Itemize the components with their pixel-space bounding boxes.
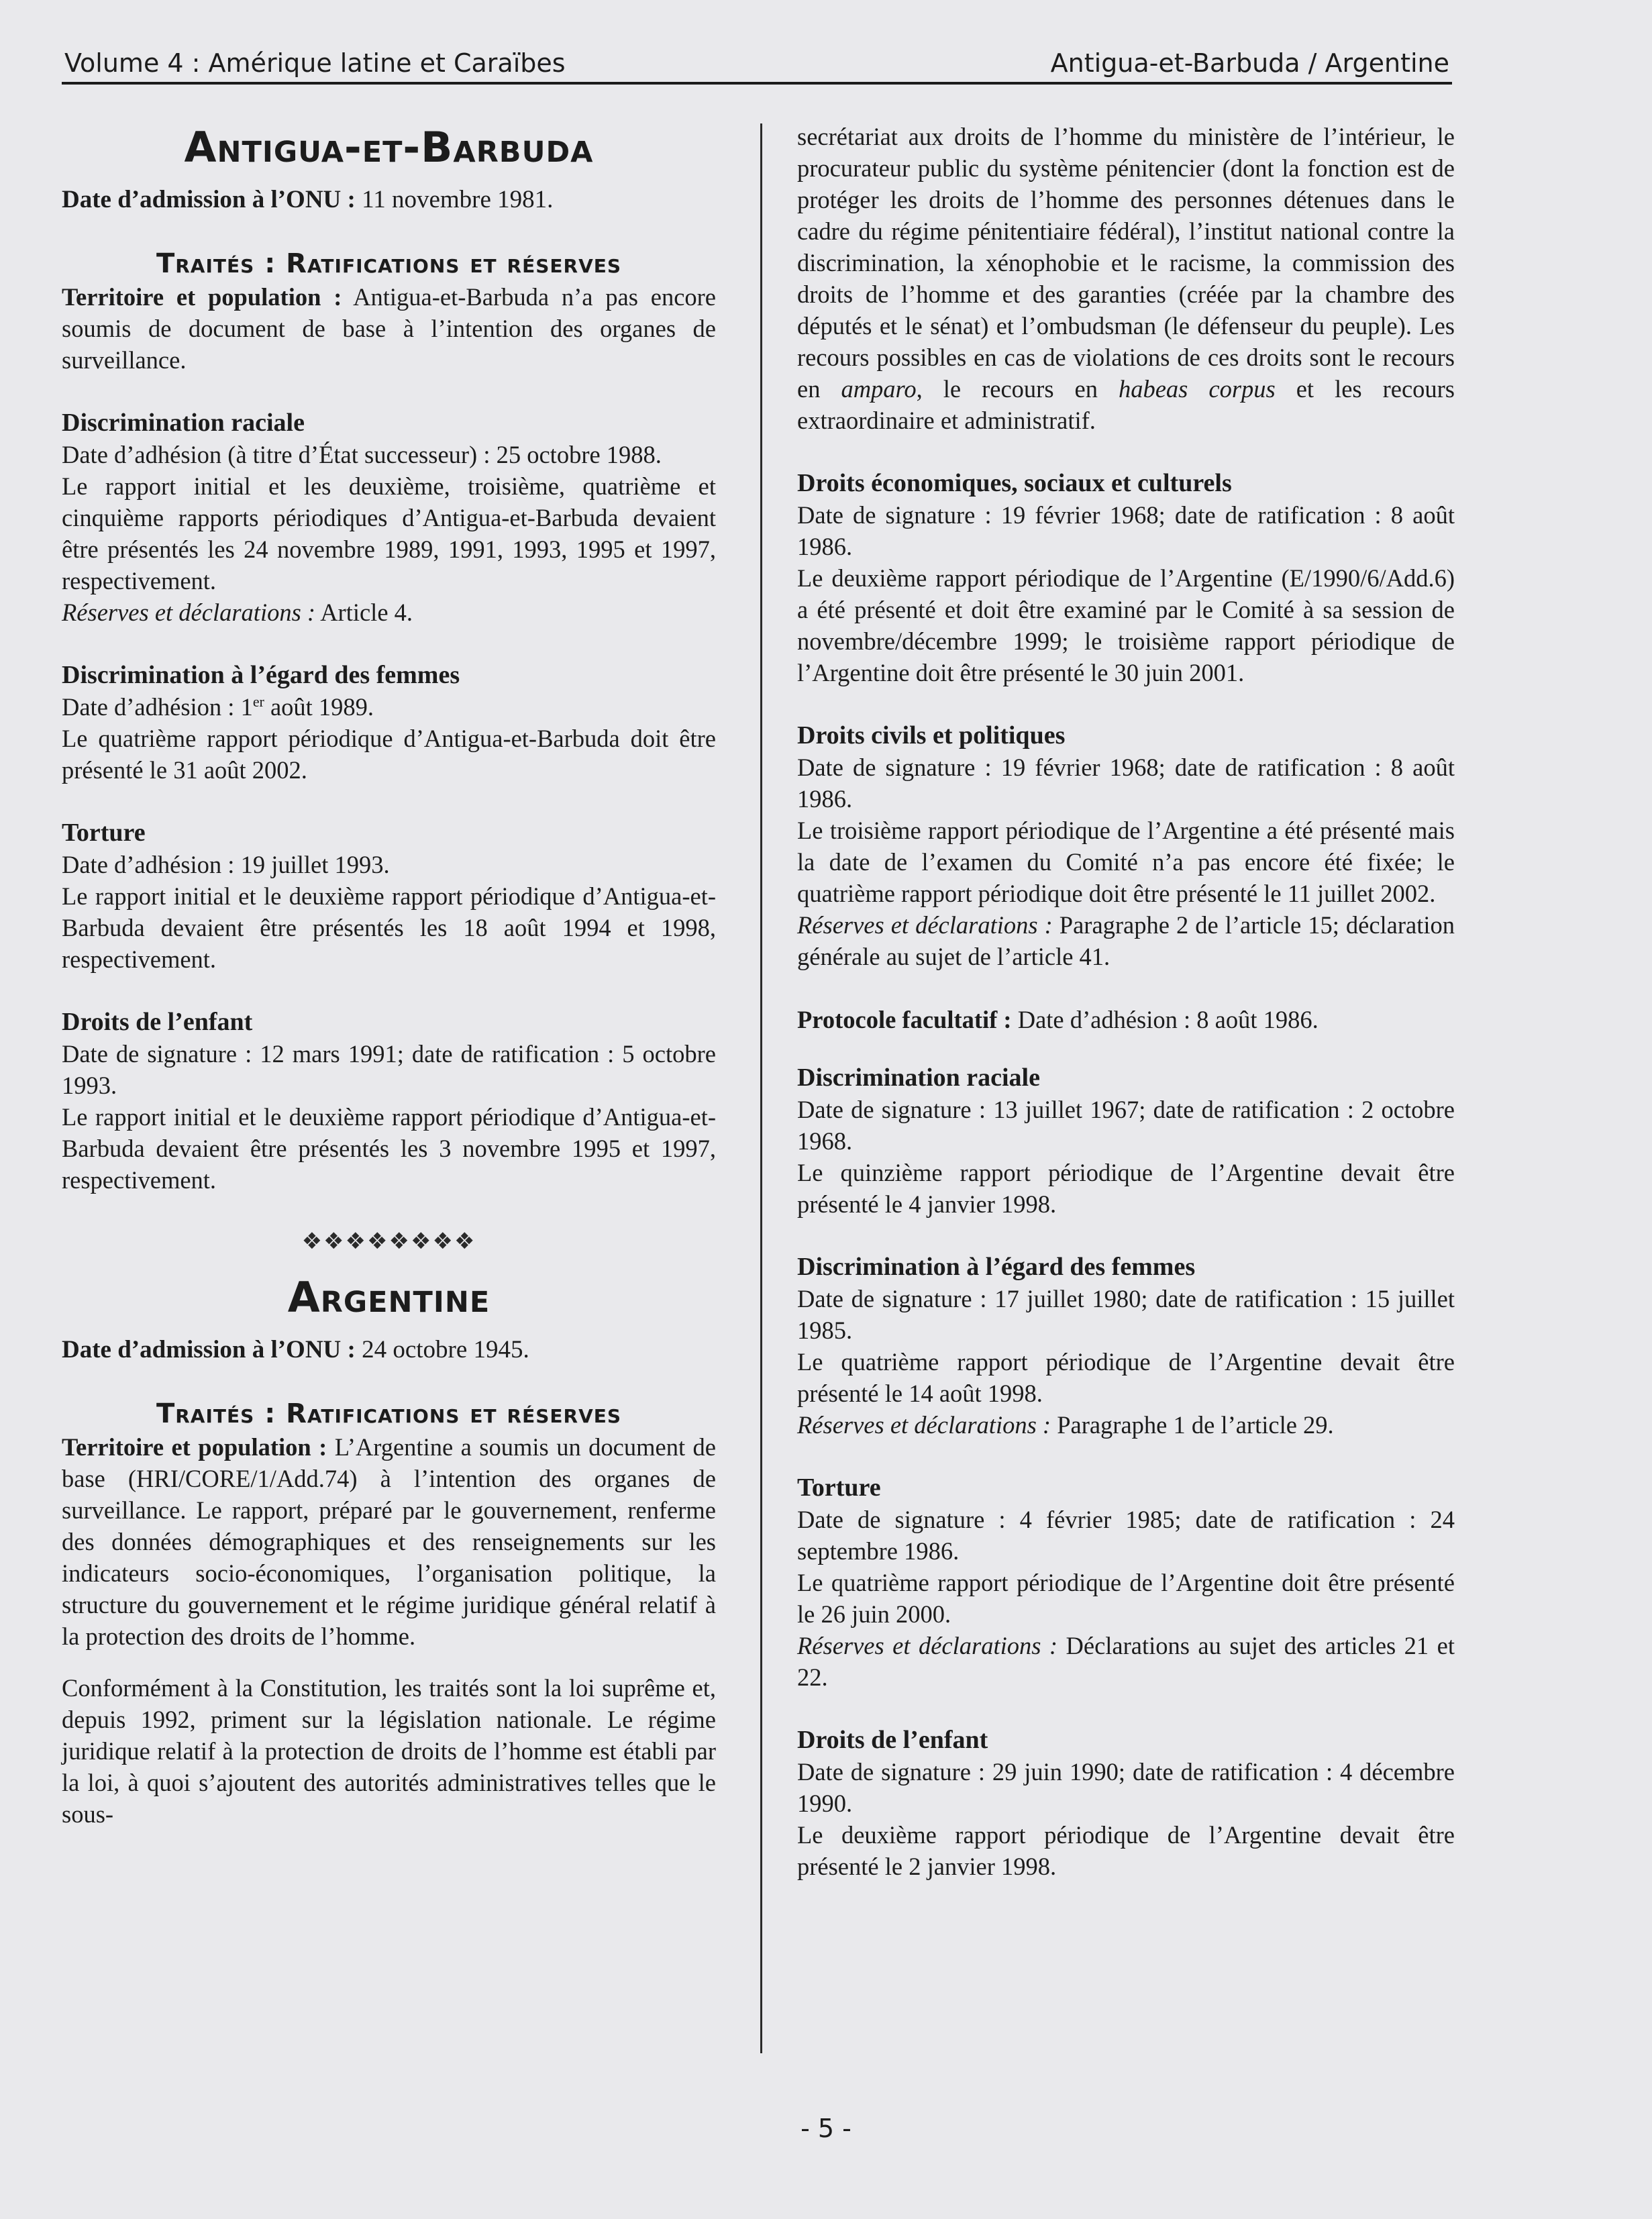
reservations-label: Réserves et déclarations :: [797, 1411, 1051, 1439]
section-title: Discrimination à l’égard des femmes: [62, 661, 460, 689]
section-line: Date de signature : 19 février 1968; date de ratification : 8 août 1986.: [797, 501, 1455, 560]
habeas-corpus-term: habeas corpus: [1118, 375, 1276, 403]
section-line: Le troisième rapport périodique de l’Argentine a été présenté mais la date de l’examen du Comité n’a pas encore été fixée; le quatrième rapport périodique doit être présenté le 11 juillet 2002.: [797, 817, 1455, 907]
women-section-antigua: [62, 660, 716, 786]
economic-section-argentina: [797, 468, 1455, 688]
reservations-label: Réserves et déclarations :: [797, 911, 1053, 939]
territory-section-argentina: [62, 1431, 716, 1652]
territory-section-antigua: [62, 281, 716, 376]
section-title: Droits économiques, sociaux et culturels: [797, 469, 1232, 497]
civil-section-argentina: [797, 720, 1455, 972]
reservations-line: [797, 909, 1455, 972]
racial-section-argentina: [797, 1062, 1455, 1220]
left-column: [62, 121, 716, 1830]
reservations-line: [797, 1409, 1455, 1441]
date-superscript: er: [252, 692, 264, 710]
reservations-line: [62, 597, 716, 628]
constitution-text-part: , le recours en: [916, 375, 1119, 403]
page-number: - 5 -: [801, 2114, 851, 2143]
protocol-text: Date d’adhésion : 8 août 1986.: [1011, 1006, 1319, 1033]
constitution-text-part: secrétariat aux droits de l’homme du ministère de l’intérieur, le procurateur public du système pénitencier (dont la fonction est de protéger les droits de l’homme des personnes détenues dans le cadre du régime pénitentiaire fédéral), l’institut national contre la discrimination, la xénophobie et le racisme, la commission des droits de l’homme et des garanties (créée par la chambre des députés et le sénat) et l’ombudsman (le défenseur du peuple). Les recours possibles en cas de violations de ces droits sont le recours en: [797, 123, 1455, 403]
women-section-argentina: [797, 1251, 1455, 1441]
section-line: Date d’adhésion : 19 juillet 1993.: [62, 851, 390, 878]
column-divider: [760, 123, 762, 2053]
racial-section-antigua: [62, 407, 716, 628]
protocol-label: Protocole facultatif :: [797, 1006, 1012, 1033]
torture-section-antigua: [62, 817, 716, 975]
right-column: [797, 121, 1455, 1914]
section-line: Le quatrième rapport périodique de l’Argentine doit être présenté le 26 juin 2000.: [797, 1569, 1455, 1628]
header-volume-title: Volume 4 : Amérique latine et Caraïbes: [64, 48, 566, 78]
constitution-paragraph-start: [62, 1672, 716, 1830]
torture-section-argentina: [797, 1472, 1455, 1693]
reservations-label: Réserves et déclarations :: [797, 1632, 1058, 1659]
section-line: Date de signature : 4 février 1985; date de ratification : 24 septembre 1986.: [797, 1506, 1455, 1565]
section-line: Date d’adhésion (à titre d’État successeur) : 25 octobre 1988.: [62, 441, 662, 468]
constitution-text-part: et les recours extraordinaire et administratif.: [797, 375, 1455, 434]
constitution-text-continued: [797, 121, 1455, 436]
section-line: Date de signature : 19 février 1968; date de ratification : 8 août 1986.: [797, 754, 1455, 813]
section-title: Droits de l’enfant: [62, 1008, 253, 1036]
date-prefix: Date d’adhésion : 1: [62, 693, 253, 721]
child-section-antigua: [62, 1007, 716, 1196]
territory-label: Territoire et population :: [62, 283, 342, 311]
section-line: Le deuxième rapport périodique de l’Argentine (E/1990/6/Add.6) a été présenté et doit être examiné par le Comité à sa session de novembre/décembre 1999; le troisième rapport périodique de l’Argentine doit être présenté le 30 juin 2001.: [797, 564, 1455, 686]
section-line: Date de signature : 29 juin 1990; date de ratification : 4 décembre 1990.: [797, 1758, 1455, 1817]
section-title: Discrimination raciale: [62, 409, 305, 437]
territory-label: Territoire et population :: [62, 1433, 327, 1461]
admission-label: Date d’admission à l’ONU :: [62, 1336, 356, 1363]
section-title: Torture: [62, 819, 146, 847]
admission-label: Date d’admission à l’ONU :: [62, 186, 356, 213]
section-line: Le quinzième rapport périodique de l’Argentine devait être présenté le 4 janvier 1998.: [797, 1159, 1455, 1218]
constitution-text: Conformément à la Constitution, les traités sont la loi suprême et, depuis 1992, priment sur la législation nationale. Le régime juridique relatif à la protection de droits de l’homme est établi par la loi, à quoi s’ajoutent des autorités administratives telles que le sous-: [62, 1674, 716, 1828]
reservations-text: Paragraphe 1 de l’article 29.: [1051, 1411, 1334, 1439]
section-title: Discrimination raciale: [797, 1064, 1040, 1092]
treaties-heading-argentina: Traités : Ratifications et réserves: [156, 1398, 622, 1429]
country-title-argentina: Argentine: [287, 1273, 491, 1322]
section-line: Le rapport initial et le deuxième rapport périodique d’Antigua-et-Barbuda devaient être présentés les 3 novembre 1995 et 1997, respectivement.: [62, 1103, 716, 1194]
section-title: Discrimination à l’égard des femmes: [797, 1253, 1196, 1281]
header-countries: Antigua-et-Barbuda / Argentine: [1050, 48, 1449, 78]
section-title: Droits de l’enfant: [797, 1726, 988, 1754]
admission-date-antigua: [62, 184, 716, 215]
treaties-heading-antigua: Traités : Ratifications et réserves: [156, 248, 622, 279]
admission-value: 11 novembre 1981.: [355, 186, 554, 213]
section-title: Torture: [797, 1474, 881, 1502]
reservations-label: Réserves et déclarations :: [62, 599, 316, 626]
section-line: Le rapport initial et le deuxième rapport périodique d’Antigua-et-Barbuda devaient être présentés les 18 août 1994 et 1998, respectivement.: [62, 882, 716, 973]
reservations-text: Paragraphe 2 de l’article 15; déclaration générale au sujet de l’article 41.: [797, 911, 1455, 970]
section-line: Date de signature : 17 juillet 1980; date de ratification : 15 juillet 1985.: [797, 1285, 1455, 1344]
section-line: [62, 691, 716, 723]
country-title-antigua: Antigua-et-Barbuda: [184, 123, 594, 172]
section-line: Date de signature : 13 juillet 1967; date de ratification : 2 octobre 1968.: [797, 1096, 1455, 1155]
reservations-line: [797, 1630, 1455, 1693]
amparo-term: amparo: [841, 375, 917, 403]
date-suffix: août 1989.: [264, 693, 374, 721]
territory-text: L’Argentine a soumis un document de base (HRI/CORE/1/Add.74) à l’intention des organes de surveillance. Le rapport, préparé par le gouvernement, renferme des données démographiques et des renseignements sur les indicateurs socio-économiques, l’organisation politique, la structure du gouvernement et le régime juridique général relatif à la protection des droits de l’homme.: [62, 1433, 716, 1650]
territory-text: Antigua-et-Barbuda n’a pas encore soumis de document de base à l’intention des organes de surveillance.: [62, 283, 716, 374]
child-section-argentina: [797, 1724, 1455, 1882]
ornament-divider: ❖❖❖❖❖❖❖❖: [301, 1228, 476, 1255]
running-header: [62, 43, 1452, 85]
admission-date-argentina: [62, 1334, 716, 1365]
reservations-text: Article 4.: [315, 599, 413, 626]
admission-value: 24 octobre 1945.: [355, 1336, 529, 1363]
section-line: Le rapport initial et les deuxième, troisième, quatrième et cinquième rapports périodiques d’Antigua-et-Barbuda devaient être présentés les 24 novembre 1989, 1991, 1993, 1995 et 1997, respectivement.: [62, 472, 716, 595]
section-title: Droits civils et politiques: [797, 721, 1066, 750]
reservations-text: Déclarations au sujet des articles 21 et 22.: [797, 1632, 1455, 1691]
protocol-section-argentina: [797, 1004, 1455, 1035]
section-line: Le quatrième rapport périodique d’Antigua-et-Barbuda doit être présenté le 31 août 2002.: [62, 725, 716, 784]
section-line: Le quatrième rapport périodique de l’Argentine devait être présenté le 14 août 1998.: [797, 1348, 1455, 1407]
section-line: Date de signature : 12 mars 1991; date de ratification : 5 octobre 1993.: [62, 1040, 716, 1099]
constitution-paragraph-continued: [797, 121, 1455, 436]
section-line: Le deuxième rapport périodique de l’Argentine devait être présenté le 2 janvier 1998.: [797, 1821, 1455, 1880]
